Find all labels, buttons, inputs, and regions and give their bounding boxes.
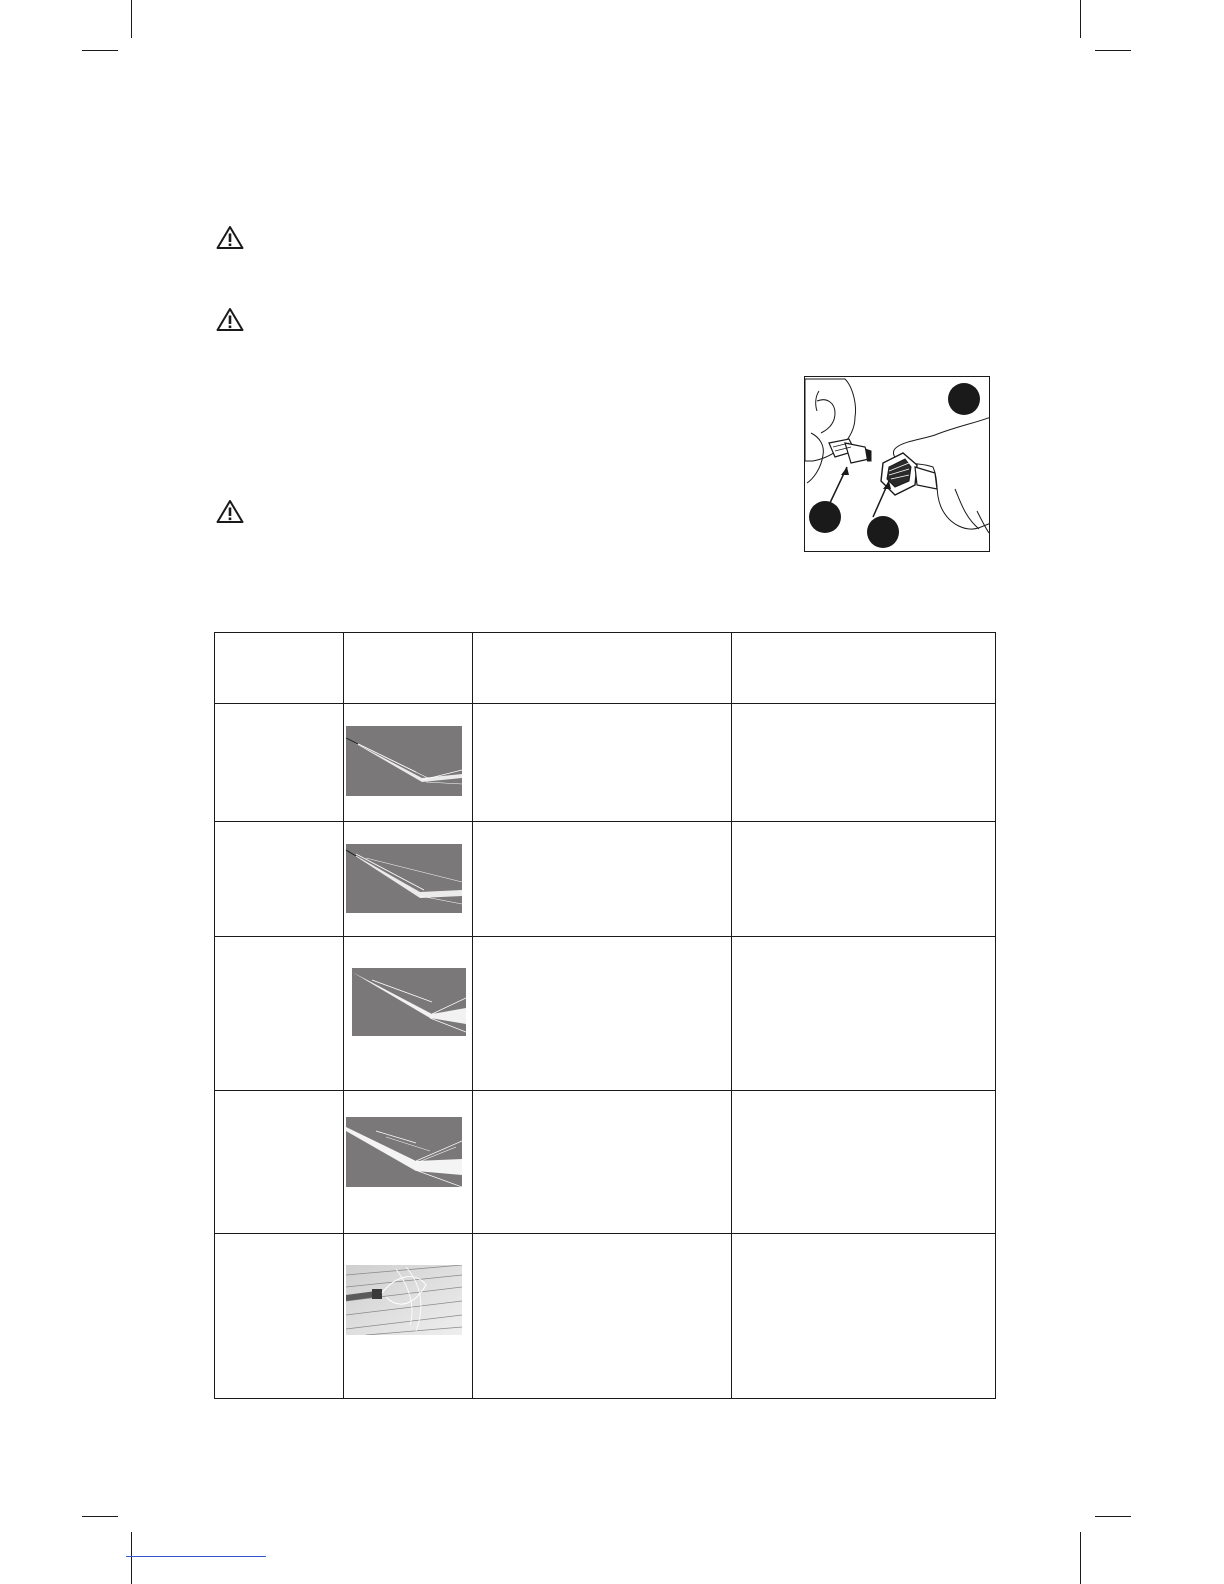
- crop-mark-bottom-right-vertical: [1080, 1532, 1081, 1584]
- table-cell: [473, 1234, 732, 1399]
- table-cell: [732, 1234, 996, 1399]
- table-cell: [215, 704, 344, 822]
- crop-mark-bottom-left-horizontal: [82, 1516, 118, 1517]
- table-cell: [732, 1091, 996, 1234]
- table-cell: [215, 937, 344, 1091]
- warning-triangle-icon: [216, 307, 244, 332]
- table-cell: [473, 1091, 732, 1234]
- table-cell: [215, 1091, 344, 1234]
- table-cell-image: [344, 822, 473, 937]
- table-header-cell: [473, 633, 732, 704]
- crop-mark-bottom-right-horizontal: [1095, 1516, 1131, 1517]
- table-cell-image: [344, 1234, 473, 1399]
- siding-spray-image: [346, 1265, 462, 1335]
- table-cell: [473, 704, 732, 822]
- crop-mark-top-right-vertical: [1080, 0, 1081, 38]
- crop-mark-top-left-horizontal: [82, 50, 118, 51]
- table-row: [215, 822, 996, 937]
- table-header-row: [215, 633, 996, 704]
- table-cell: [473, 822, 732, 937]
- table-header-cell: [344, 633, 473, 704]
- crop-mark-bottom-left-vertical: [131, 1532, 132, 1584]
- table-cell: [732, 822, 996, 937]
- table-row: [215, 937, 996, 1091]
- table-cell: [473, 937, 732, 1091]
- nozzle-connection-illustration: [805, 377, 990, 552]
- table-header-cell: [732, 633, 996, 704]
- spray-pattern-image: [346, 726, 462, 796]
- warning-triangle-icon: [216, 225, 244, 250]
- warning-triangle-icon: [216, 499, 244, 524]
- table-cell-image: [344, 704, 473, 822]
- table-row: [215, 704, 996, 822]
- callout-circle: [809, 501, 841, 533]
- nozzle-tip: [829, 439, 871, 463]
- spray-pattern-image: [352, 968, 466, 1036]
- callout-circle: [948, 383, 980, 415]
- table-row: [215, 1091, 996, 1234]
- nozzle-spray-table: [214, 632, 996, 1399]
- bottom-link-underline: [126, 1556, 266, 1557]
- table-cell-image: [344, 1091, 473, 1234]
- table-cell: [215, 822, 344, 937]
- spray-pattern-image: [346, 844, 462, 913]
- callout-circle: [867, 516, 899, 548]
- table-cell: [215, 1234, 344, 1399]
- nozzle-connection-figure: [804, 376, 990, 552]
- table-cell: [732, 704, 996, 822]
- table-row: [215, 1234, 996, 1399]
- crop-mark-top-left-vertical: [131, 0, 132, 38]
- spray-pattern-image: [346, 1117, 462, 1187]
- crop-mark-top-right-horizontal: [1095, 50, 1131, 51]
- table-header-cell: [215, 633, 344, 704]
- table-cell-image: [344, 937, 473, 1091]
- table-cell: [732, 937, 996, 1091]
